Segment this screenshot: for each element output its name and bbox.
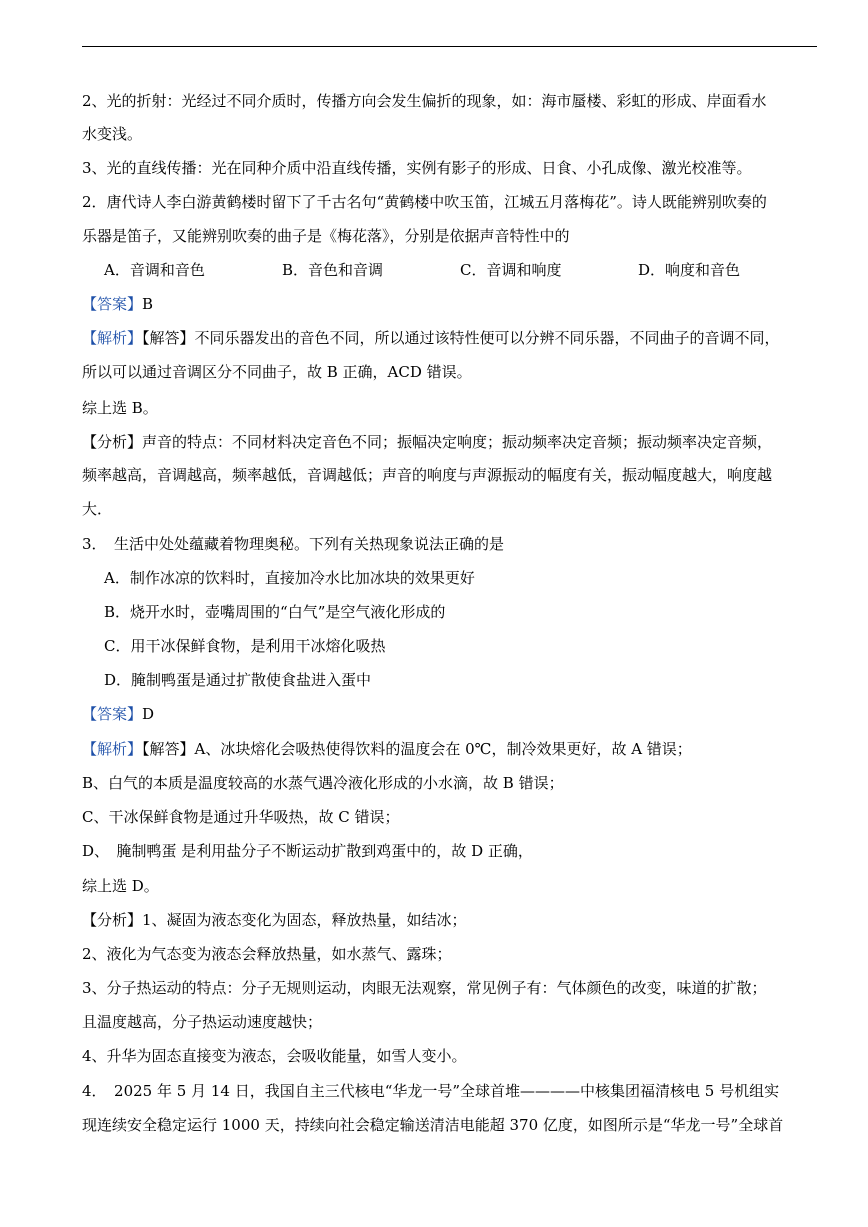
explain-text: 【解答】A、冰块熔化会吸热使得饮料的温度会在 0℃，制冷效果更好，故 A 错误； [142,740,692,758]
question-2-stem: 2．唐代诗人李白游黄鹤楼时留下了千古名句“黄鹤楼中吹玉笛，江城五月落梅花”。诗人既能辨别吹奏的 [82,193,767,211]
text-line: 综上选 D。 [82,877,159,895]
text-line: 且温度越高，分子热运动速度越快； [82,1013,323,1031]
text-line: 频率越高，音调越高，频率越低，音调越低；声音的响度与声源振动的幅度有关，振动幅度越大，响度越 [82,466,773,484]
text-line: B、白气的本质是温度较高的水蒸气遇冷液化形成的小水滴，故 B 错误； [82,774,564,792]
option-d: D．腌制鸭蛋是通过扩散使食盐进入蛋中 [104,671,372,689]
text-line: 【分析】1、凝固为液态变化为固态，释放热量，如结冰； [82,911,467,929]
text-line: 所以可以通过音调区分不同曲子，故 B 正确，ACD 错误。 [82,363,472,381]
question-2-options [104,260,740,280]
question-3-stem: 3． 生活中处处蕴藏着物理奥秘。下列有关热现象说法正确的是 [82,535,505,553]
text-line: 2、光的折射：光经过不同介质时，传播方向会发生偏折的现象，如：海市蜃楼、彩虹的形成、岸面看水 [82,92,767,110]
header-rule [82,46,817,47]
text-line: 3、光的直线传播：光在同种介质中沿直线传播，实例有影子的形成、日食、小孔成像、激光校准等。 [82,159,752,177]
text-line: 【分析】声音的特点：不同材料决定音色不同；振幅决定响度；振动频率决定音频；振动频率决定音频， [82,433,773,451]
question-3-answer [82,704,154,724]
option-b: B．音色和音调 [282,261,384,279]
text-line: 水变浅。 [82,125,143,143]
explain-text: 【解答】不同乐器发出的音色不同，所以通过该特性便可以分辨不同乐器，不同曲子的音调不同， [142,329,780,347]
answer-tag: 【答案】 [82,295,143,313]
text-line: 大． [82,500,113,518]
option-b: B．烧开水时，壶嘴周围的“白气”是空气液化形成的 [104,603,446,621]
text-line: 2、液化为气态变为液态会释放热量，如水蒸气、露珠； [82,945,452,963]
question-4-stem: 现连续安全稳定运行 1000 天，持续向社会稳定输送清洁电能超 370 亿度，如图所示是“华龙一号”全球首 [82,1116,784,1134]
option-a: A．制作冰凉的饮料时，直接加冷水比加冰块的效果更好 [104,569,475,587]
question-2-explanation [82,328,780,348]
question-2-answer [82,294,153,314]
option-c: C．音调和响度 [460,261,562,279]
option-a: A．音调和音色 [104,261,205,279]
option-c: C．用干冰保鲜食物，是利用干冰熔化吸热 [104,637,386,655]
answer-value: D [142,705,155,723]
text-line: 4、升华为固态直接变为液态，会吸收能量，如雪人变小。 [82,1047,467,1065]
text-line: C、干冰保鲜食物是通过升华吸热，故 C 错误； [82,808,400,826]
text-line: 3、分子热运动的特点：分子无规则运动，肉眼无法观察，常见例子有：气体颜色的改变，味道的扩散； [82,979,767,997]
answer-tag: 【答案】 [82,705,143,723]
question-3-explanation [82,739,692,759]
question-2-stem: 乐器是笛子，又能辨别吹奏的曲子是《梅花落》，分别是依据声音特性中的 [82,227,570,245]
explain-tag: 【解析】 [82,740,143,758]
answer-value: B [142,295,154,313]
text-line: 综上选 B。 [82,399,158,417]
option-d: D．响度和音色 [638,261,741,279]
question-4-stem: 4． 2025 年 5 月 14 日，我国自主三代核电“华龙一号”全球首堆————中核集团福清核电 5 号机组实 [82,1082,780,1100]
explain-tag: 【解析】 [82,329,143,347]
text-line: D、 腌制鸭蛋 是利用盐分子不断运动扩散到鸡蛋中的，故 D 正确， [82,842,533,860]
